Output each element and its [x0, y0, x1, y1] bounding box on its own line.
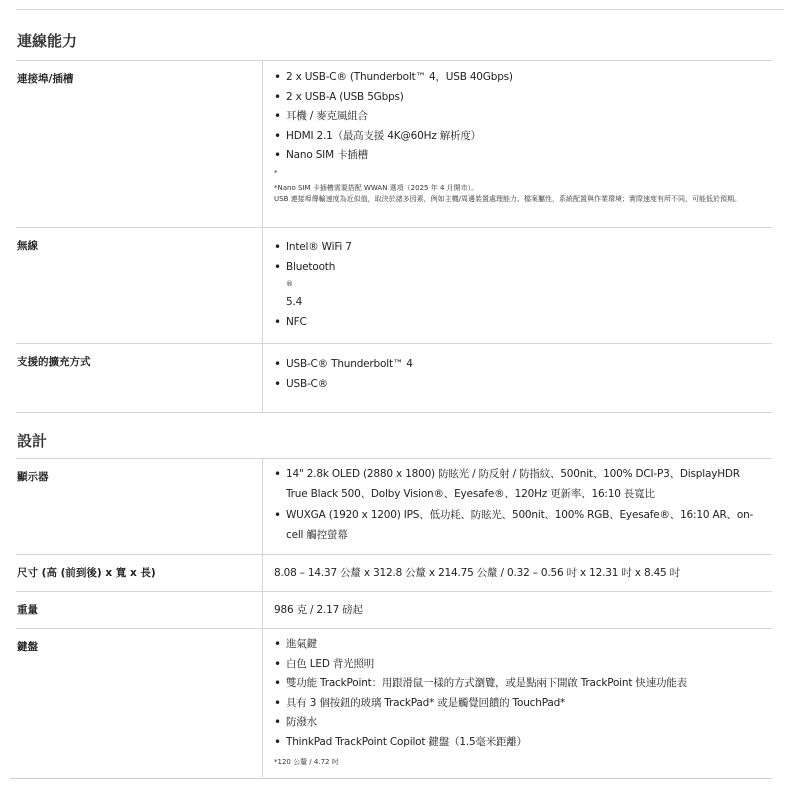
bluetooth-reg-mark: ® — [286, 280, 293, 288]
list-item: • 防潑水 — [274, 713, 764, 733]
weight-value: 986 克 / 2.17 磅起 — [274, 604, 363, 616]
divider — [16, 628, 772, 629]
keyboard-list — [274, 635, 764, 752]
column-divider — [262, 555, 263, 591]
dimensions-value: 8.08 – 14.37 公釐 x 312.8 公釐 x 214.75 公釐 / 0.32 – 0.56 吋 x 12.31 吋 x 8.45 吋 — [274, 567, 680, 579]
wireless-list — [274, 238, 764, 333]
divider — [16, 554, 772, 555]
display-list — [274, 465, 764, 545]
column-divider — [262, 459, 263, 554]
divider — [16, 458, 772, 459]
list-item: • 進氣鍵 — [274, 635, 764, 655]
divider — [16, 9, 784, 10]
ports-note-sim: *Nano SIM 卡插槽需要搭配 WWAN 選項（2025 年 4 月開市）。 — [274, 184, 479, 192]
row-label-dimensions: 尺寸 (高 (前到後) x 寬 x 長) — [17, 567, 156, 579]
section-title-connectivity: 連線能力 — [17, 32, 78, 50]
expansion-list — [274, 354, 764, 394]
column-divider — [262, 629, 263, 779]
list-item: • HDMI 2.1（最高支援 4K@60Hz 解析度） — [274, 127, 764, 147]
row-label-ports: 連接埠/插槽 — [17, 73, 74, 85]
row-label-display: 顯示器 — [17, 471, 49, 483]
list-item: • USB-C® Thunderbolt™ 4 — [274, 354, 764, 374]
divider — [16, 591, 772, 592]
divider — [10, 778, 772, 779]
divider — [16, 343, 772, 344]
list-item: • WUXGA (1920 x 1200) IPS、低功耗、防眩光、500nit、100% RGB、Eyesafe®、16:10 AR、on-cell 觸控螢幕 — [274, 506, 764, 545]
list-item: • 具有 3 個按鈕的玻璃 TrackPad* 或是觸覺回饋的 TouchPad* — [274, 694, 764, 714]
list-item: • Intel® WiFi 7 — [274, 238, 764, 258]
list-item: • 2 x USB-C® (Thunderbolt™ 4，USB 40Gbps) — [274, 68, 764, 88]
list-item: • USB-C® — [274, 374, 764, 394]
list-item: • 14" 2.8k OLED (2880 x 1800) 防眩光 / 防反射 / 防指紋、500nit、100% DCI-P3、DisplayHDR True Black 500、Dolby Vision®、Eyesafe®、120Hz 更新率、16:10 長寬比 — [274, 465, 764, 504]
keyboard-note: *120 公釐 / 4.72 吋 — [274, 758, 339, 766]
list-item: • 雙功能 TrackPoint：用跟滑鼠一樣的方式瀏覽，或是點兩下開啟 TrackPoint 快速功能表 — [274, 674, 764, 694]
divider — [16, 412, 772, 413]
list-item: • 白色 LED 背光照明 — [274, 655, 764, 675]
column-divider — [262, 228, 263, 343]
section-title-design: 設計 — [17, 432, 48, 450]
column-divider — [262, 592, 263, 628]
ports-list — [274, 68, 764, 166]
divider — [16, 60, 772, 61]
list-item: • Bluetooth — [274, 258, 764, 278]
column-divider — [262, 344, 263, 412]
list-item: • 耳機 / 麥克風組合 — [274, 107, 764, 127]
list-item: • NFC — [274, 313, 764, 333]
row-label-expansion: 支援的擴充方式 — [17, 356, 91, 368]
row-label-weight: 重量 — [17, 604, 38, 616]
divider — [16, 227, 772, 228]
bluetooth-version: 5.4 — [286, 296, 303, 308]
ports-asterisk: * — [274, 169, 278, 177]
ports-note-usb: USB 連接埠傳輸速度為近似值，取決於諸多因素，例如主機/周邊裝置處理能力、檔案屬性，系統配置與作業環境；實際速度有所不同，可能低於預期。 — [274, 195, 741, 203]
list-item: • Nano SIM 卡插槽 — [274, 146, 764, 166]
column-divider — [262, 61, 263, 227]
row-label-wireless: 無線 — [17, 240, 38, 252]
row-label-keyboard: 鍵盤 — [17, 641, 38, 653]
list-item: • 2 x USB-A (USB 5Gbps) — [274, 88, 764, 108]
list-item: • ThinkPad TrackPoint Copilot 鍵盤（1.5毫米距離） — [274, 733, 764, 753]
